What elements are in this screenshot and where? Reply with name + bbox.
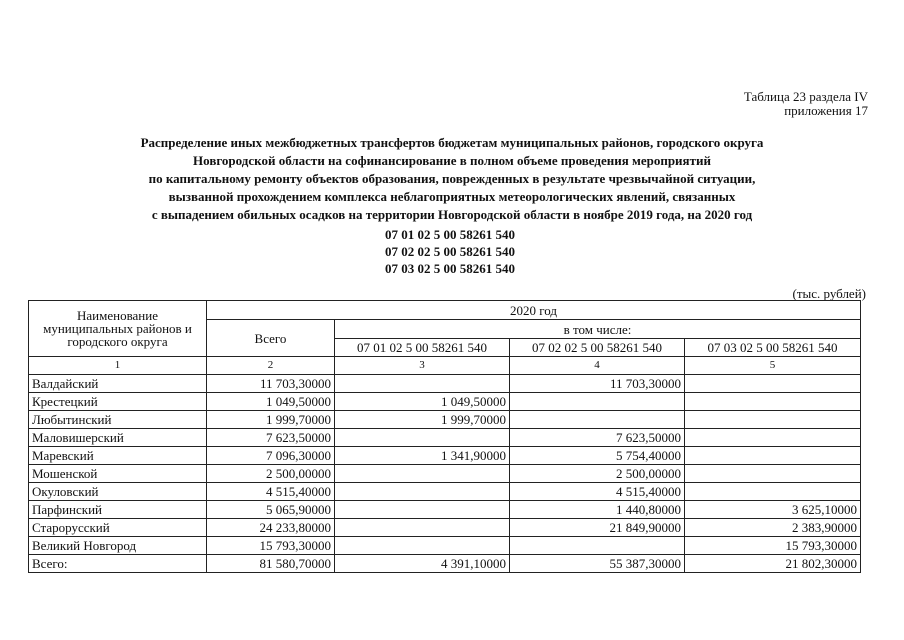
- year-header: 2020 год: [207, 301, 861, 320]
- district-code-0702: [510, 393, 685, 411]
- district-total: 1 049,50000: [207, 393, 335, 411]
- district-name: Маловишерский: [29, 429, 207, 447]
- total-code-0703: 21 802,30000: [685, 555, 861, 573]
- table-row: [29, 537, 861, 555]
- budget-code: 07 01 02 5 00 58261 540: [385, 227, 515, 242]
- district-code-0702: 1 440,80000: [510, 501, 685, 519]
- district-code-0702: 11 703,30000: [510, 375, 685, 393]
- column-number: 1: [29, 357, 207, 375]
- units-label: (тыс. рублей): [792, 286, 866, 301]
- table-reference: [744, 90, 868, 118]
- district-total: 15 793,30000: [207, 537, 335, 555]
- district-code-0702: 21 849,90000: [510, 519, 685, 537]
- district-code-0701: [335, 375, 510, 393]
- district-code-0703: [685, 411, 861, 429]
- total-sum: 81 580,70000: [207, 555, 335, 573]
- district-total: 24 233,80000: [207, 519, 335, 537]
- total-code-0702: 55 387,30000: [510, 555, 685, 573]
- district-code-0703: [685, 447, 861, 465]
- district-code-0701: 1 341,90000: [335, 447, 510, 465]
- district-code-0703: [685, 393, 861, 411]
- district-code-0703: [685, 429, 861, 447]
- district-total: 2 500,00000: [207, 465, 335, 483]
- column-number: 5: [685, 357, 861, 375]
- code-column-header: 07 01 02 5 00 58261 540: [335, 339, 510, 357]
- table-row: [29, 483, 861, 501]
- transfers-table: [28, 300, 861, 573]
- district-name: Валдайский: [29, 375, 207, 393]
- district-name: Маревский: [29, 447, 207, 465]
- table-row: [29, 393, 861, 411]
- district-code-0702: [510, 411, 685, 429]
- district-code-0702: 5 754,40000: [510, 447, 685, 465]
- district-code-0703: 2 383,90000: [685, 519, 861, 537]
- district-code-0701: [335, 465, 510, 483]
- budget-code: 07 02 02 5 00 58261 540: [385, 244, 515, 259]
- district-code-0702: [510, 537, 685, 555]
- table-ref-line-2: приложения 17: [784, 103, 868, 118]
- table-row: [29, 519, 861, 537]
- district-code-0703: [685, 465, 861, 483]
- total-code-0701: 4 391,10000: [335, 555, 510, 573]
- district-code-0703: 3 625,10000: [685, 501, 861, 519]
- district-name: Любытинский: [29, 411, 207, 429]
- table-row: [29, 447, 861, 465]
- district-code-0702: 2 500,00000: [510, 465, 685, 483]
- district-code-0701: [335, 501, 510, 519]
- district-name: Окуловский: [29, 483, 207, 501]
- district-name: Мошенской: [29, 465, 207, 483]
- district-code-0702: 7 623,50000: [510, 429, 685, 447]
- table-row: [29, 465, 861, 483]
- district-total: 11 703,30000: [207, 375, 335, 393]
- including-header: в том числе:: [335, 320, 861, 339]
- district-code-0702: 4 515,40000: [510, 483, 685, 501]
- document-title: [40, 134, 864, 224]
- district-name: Великий Новгород: [29, 537, 207, 555]
- column-number-row: [29, 357, 861, 375]
- district-code-0701: [335, 519, 510, 537]
- district-code-0701: [335, 483, 510, 501]
- district-code-0703: [685, 483, 861, 501]
- table-row: [29, 411, 861, 429]
- district-code-0701: [335, 537, 510, 555]
- district-total: 1 999,70000: [207, 411, 335, 429]
- district-total: 4 515,40000: [207, 483, 335, 501]
- title-line: вызванной прохождением комплекса неблагоприятных метеорологических явлений, связанных: [168, 189, 736, 204]
- total-column-header: Всего: [207, 320, 335, 357]
- header-row: [29, 301, 861, 320]
- district-total: 5 065,90000: [207, 501, 335, 519]
- district-code-0701: [335, 429, 510, 447]
- total-row: [29, 555, 861, 573]
- table-ref-line-1: Таблица 23 раздела IV: [743, 89, 868, 104]
- title-line: Распределение иных межбюджетных трансфертов бюджетам муниципальных районов, городского округа: [140, 135, 764, 150]
- district-code-0701: 1 049,50000: [335, 393, 510, 411]
- budget-code: 07 03 02 5 00 58261 540: [385, 261, 515, 276]
- table-row: [29, 429, 861, 447]
- district-name: Старорусский: [29, 519, 207, 537]
- title-line: Новгородской области на софинансирование в полном объеме проведения мероприятий: [193, 153, 711, 168]
- budget-codes: [250, 226, 650, 277]
- name-column-header: Наименование муниципальных районов и городского округа: [29, 301, 207, 357]
- title-line: по капитальному ремонту объектов образования, поврежденных в результате чрезвычайной ситуации,: [148, 171, 756, 186]
- district-code-0703: [685, 375, 861, 393]
- table-body: [29, 375, 861, 555]
- column-number: 2: [207, 357, 335, 375]
- table-row: [29, 501, 861, 519]
- district-total: 7 096,30000: [207, 447, 335, 465]
- code-column-header: 07 02 02 5 00 58261 540: [510, 339, 685, 357]
- district-name: Крестецкий: [29, 393, 207, 411]
- district-code-0701: 1 999,70000: [335, 411, 510, 429]
- total-label: Всего:: [29, 555, 207, 573]
- district-code-0703: 15 793,30000: [685, 537, 861, 555]
- title-line: с выпадением обильных осадков на территории Новгородской области в ноябре 2019 года, на 2020 год: [151, 207, 753, 222]
- column-number: 3: [335, 357, 510, 375]
- district-total: 7 623,50000: [207, 429, 335, 447]
- table-row: [29, 375, 861, 393]
- column-number: 4: [510, 357, 685, 375]
- code-column-header: 07 03 02 5 00 58261 540: [685, 339, 861, 357]
- district-name: Парфинский: [29, 501, 207, 519]
